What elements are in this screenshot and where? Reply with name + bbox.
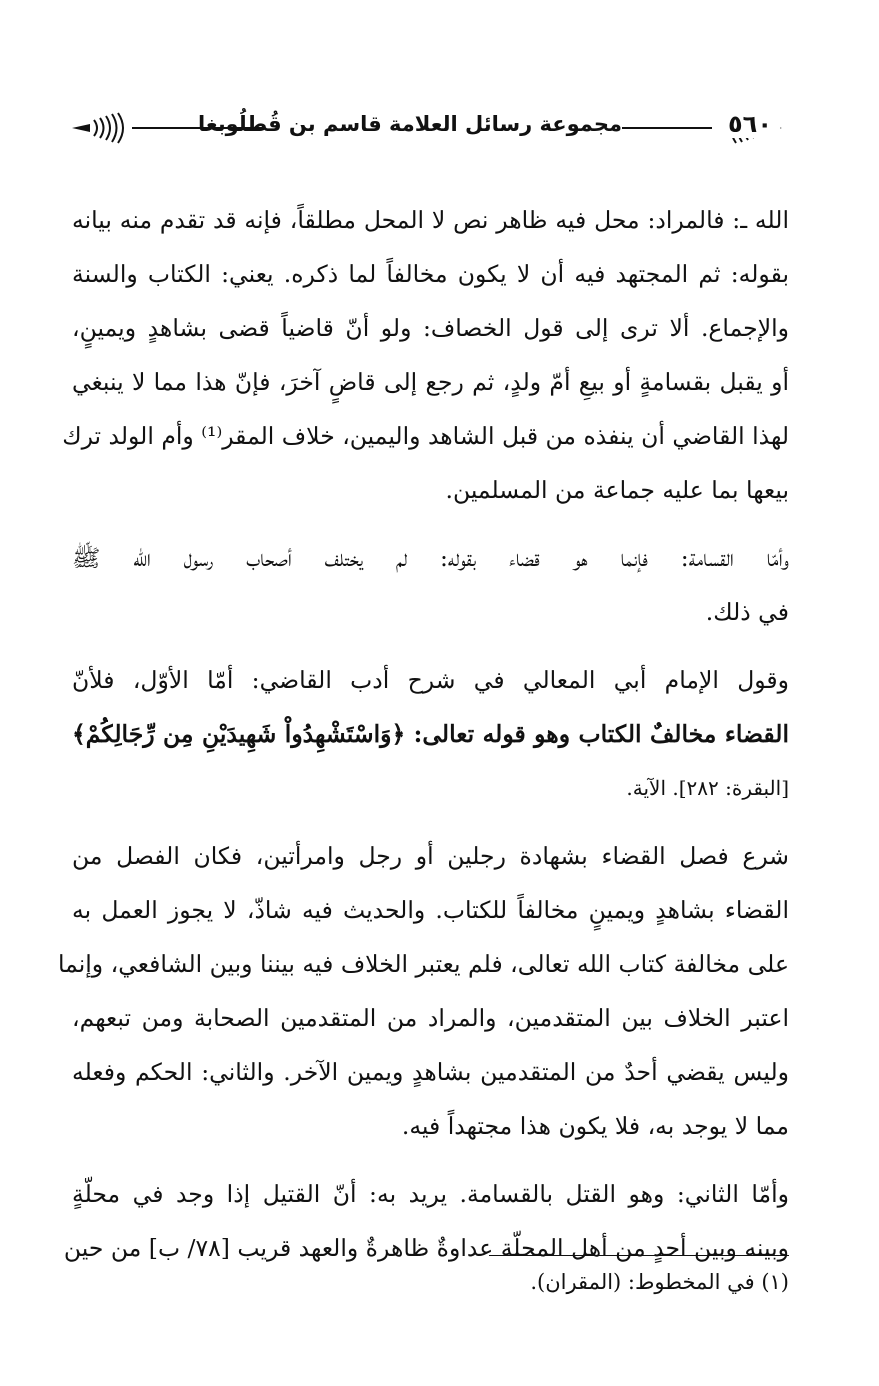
citation-line: [البقرة: ٢٨٢]. الآية. (626, 776, 789, 800)
text-line: أو يقبل بقسامةٍ أو بيعِ أمّ ولدٍ، ثم رجع إلى قاضٍ آخرَ، فإنّ هذا مما لا ينبغي (72, 368, 789, 396)
text-line: في ذلك. (705, 598, 789, 626)
text-line: وقول الإمام أبي المعالي في شرح أدب القاضي: أمّا الأوّل، فلأنّ (72, 666, 789, 694)
footnote-separator (489, 1255, 789, 1256)
paragraph-1 (62, 193, 789, 517)
text-line: شرع فصل القضاء بشهادة رجلين أو رجل وامرأتين، فكان الفصل من (72, 842, 789, 870)
text-line: بيعها بما عليه جماعة من المسلمين. (445, 476, 789, 504)
text-line: وأمّا القسامة: فإنما هو قضاء بقوله: لم يختلف أصحاب رسول الله ﷺ (72, 544, 789, 572)
body-text (57, 193, 789, 1275)
text-line: وأمّا الثاني: وهو القتل بالقسامة. يريد به: أنّ القتيل إذا وجد في محلّةٍ (72, 1180, 789, 1208)
paragraph-4 (57, 829, 789, 1153)
text-line: وليس يقضي أحدٌ من المتقدمين بشاهدٍ ويمين الآخر. والثاني: الحكم وفعله (72, 1058, 789, 1086)
text-line: بقوله: ثم المجتهد فيه أن لا يكون مخالفاً لما ذكره. يعني: الكتاب والسنة (72, 260, 789, 288)
running-header (72, 106, 782, 150)
text-line: مما لا يوجد به، فلا يكون هذا مجتهداً فيه. (401, 1112, 789, 1140)
text-line: القضاء بشاهدٍ ويمينٍ مخالفاً للكتاب. والحديث فيه شاذّ، لا يجوز العمل به (72, 896, 789, 924)
text-line: وبينه وبين أحدٍ من أهل المحلّة عداوةٌ ظاهرةٌ والعهد قريب [٧٨/ ب] من حين (63, 1234, 789, 1262)
paragraph-5 (63, 1167, 789, 1275)
text-line: لهذا القاضي أن ينفذه من قبل الشاهد واليمين، خلاف المقر⁽¹⁾ وأم الولد ترك (62, 422, 789, 450)
footnote: (١) في المخطوط: (المقران). (530, 1270, 789, 1294)
paragraph-2 (72, 531, 789, 639)
page-number: ٥٦٠ (720, 110, 780, 138)
text-line: اعتبر الخلاف بين المتقدمين، والمراد من المتقدمين الصحابة ومن تبعهم، (72, 1004, 789, 1032)
text-line: والإجماع. ألا ترى إلى قول الخصاف: ولو أنّ قاضياً قضى بشاهدٍ ويمينٍ، (72, 314, 789, 342)
running-title: مجموعة رسائل العلامة قاسم بن قُطلُوبغا (198, 112, 622, 136)
text-line: على مخالفة كتاب الله تعالى، فلم يعتبر الخلاف فيه بيننا وبين الشافعي، وإنما (57, 950, 789, 978)
text-line: الله ـ: فالمراد: محل فيه ظاهر نص لا المحل مطلقاً، فإنه قد تقدم منه بيانه (72, 206, 789, 234)
paragraph-3 (72, 653, 789, 815)
quran-verse-line: القضاء مخالفٌ الكتاب وهو قوله تعالى: ﴿وَاسْتَشْهِدُواْ شَهِيدَيْنِ مِن رِّجَالِكُمْ﴾ (72, 720, 789, 748)
